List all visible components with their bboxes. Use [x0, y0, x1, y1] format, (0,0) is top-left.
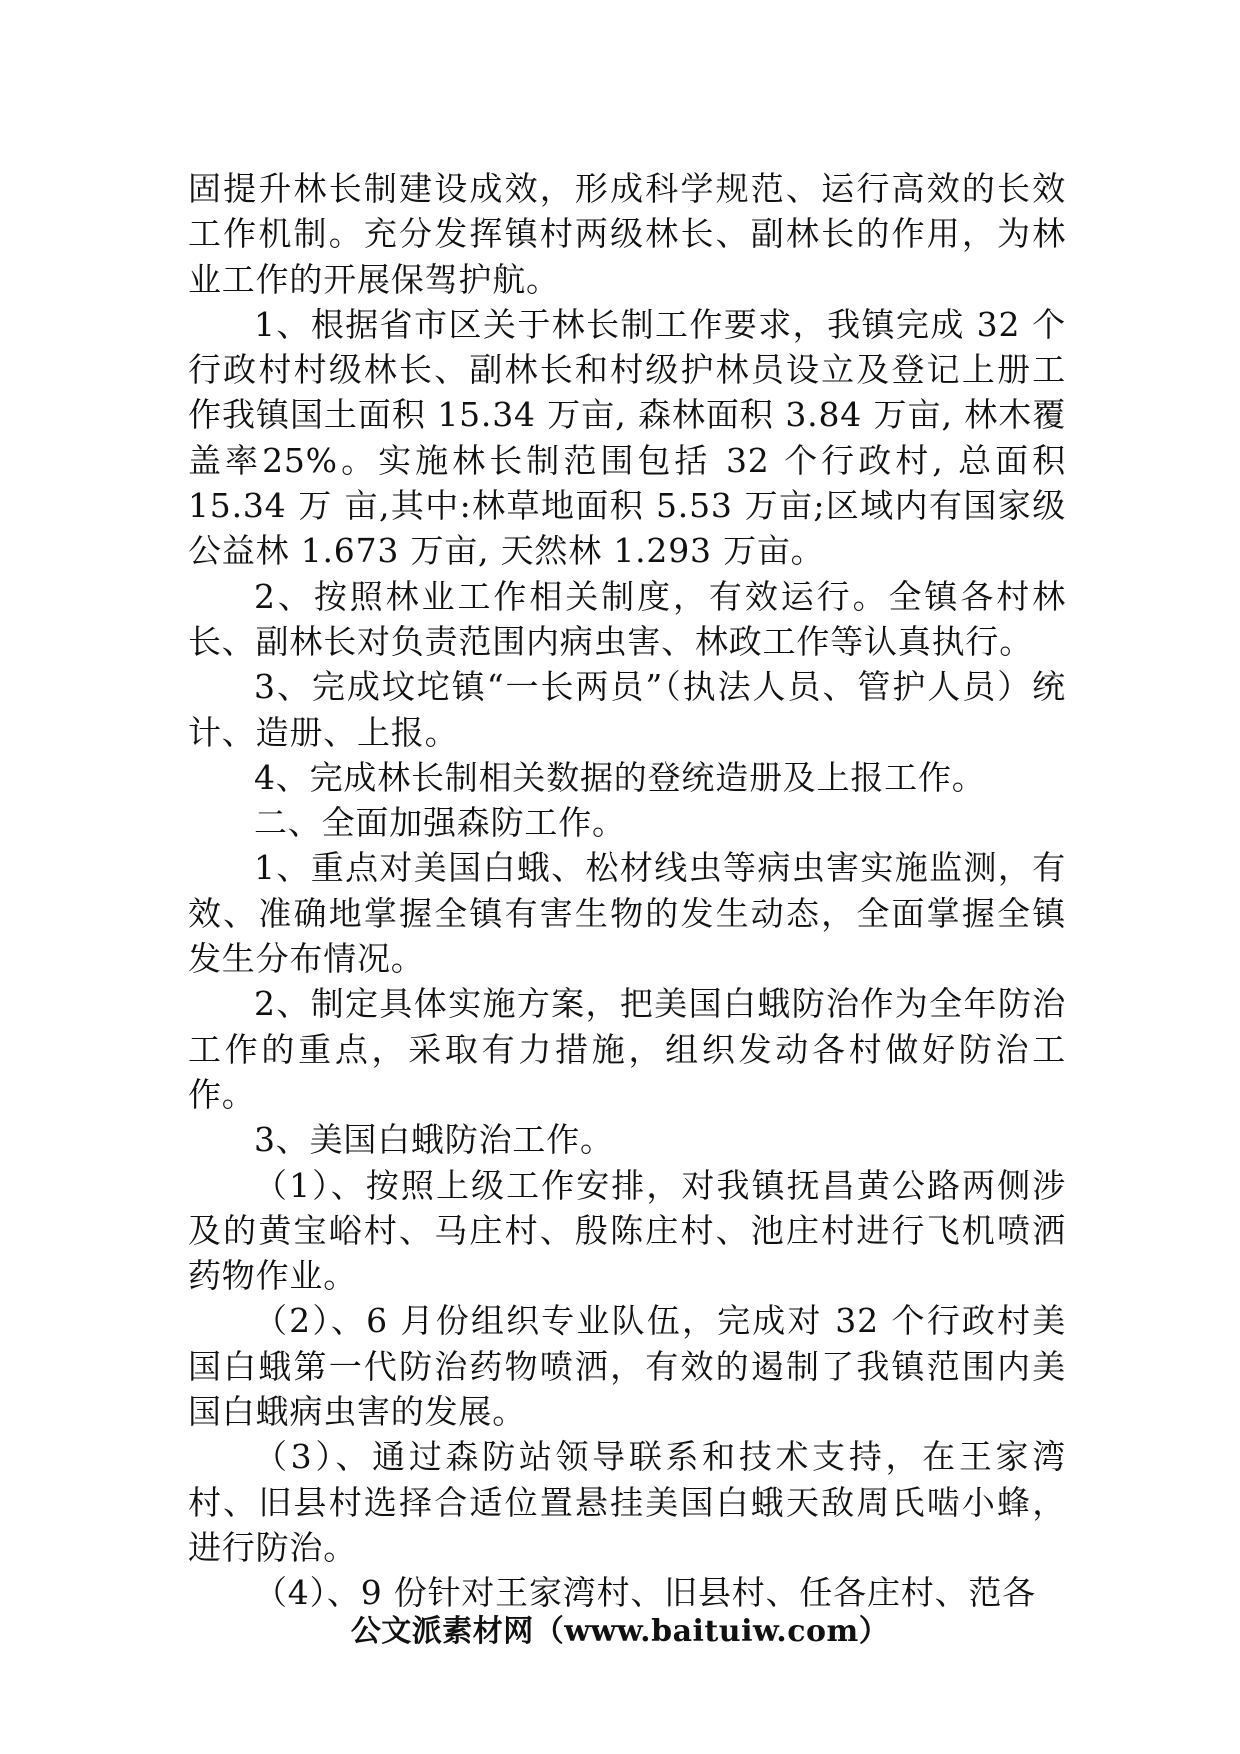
- document-body: [188, 166, 1066, 1616]
- paragraph-item-1: 1、重点对美国白蛾、松材线虫等病虫害实施监测，有效、准确地掌握全镇有害生物的发生动态，全面掌握全镇发生分布情况。: [188, 848, 1066, 979]
- paragraph-item-4: 4、完成林长制相关数据的登统造册及上报工作。: [254, 757, 986, 797]
- paragraph-item-2: 2、制定具体实施方案，把美国白蛾防治作为全年防治工作的重点，采取有力措施，组织发动各村做好防治工作。: [188, 984, 1066, 1114]
- footer-watermark: 公文派素材网（www.baituiw.com）: [350, 1614, 890, 1649]
- paragraph-subitem-4: （4）、9 份针对王家湾村、旧县村、任各庄村、范各: [254, 1573, 1036, 1613]
- paragraph-item-3: 3、美国白蛾防治工作。: [254, 1120, 614, 1160]
- section-heading: 二、全面加强森防工作。: [254, 803, 626, 843]
- paragraph-item-3: 3、完成坟坨镇“一长两员”（执法人员、管护人员）统计、造册、上报。: [188, 667, 1066, 752]
- paragraph-subitem-3: （3）、通过森防站领导联系和技术支持，在王家湾村、旧县村选择合适位置悬挂美国白蛾天敌周氏啮小蜂，进行防治。: [188, 1437, 1066, 1567]
- paragraph-item-2: 2、按照林业工作相关制度，有效运行。全镇各村林长、副林长对负责范围内病虫害、林政工作等认真执行。: [188, 576, 1066, 661]
- paragraph-subitem-2: （2）、6 月份组织专业队伍，完成对 32 个行政村美国白蛾第一代防治药物喷洒，有效的遏制了我镇范围内美国白蛾病虫害的发展。: [188, 1301, 1066, 1432]
- paragraph-continuation: 固提升林长制建设成效，形成科学规范、运行高效的长效工作机制。充分发挥镇村两级林长、副林长的作用，为林业工作的开展保驾护航。: [188, 169, 1066, 299]
- paragraph-item-1: 1、根据省市区关于林长制工作要求，我镇完成 32 个行政村村级林长、副林长和村级护林员设立及登记上册工作我镇国土面积 15.34 万亩, 森林面积 3.84 万亩, 林木覆盖率25%。实施林长制范围包括 32 个行政村, 总面积 15.34 万 亩,其中:林草地面积 5.53 万亩;区域内有国家级公益林 1.673 万亩, 天然林 1.293 万亩。: [188, 304, 1066, 571]
- paragraph-subitem-1: （1）、按照上级工作安排，对我镇抚昌黄公路两侧涉及的黄宝峪村、马庄村、殷陈庄村、池庄村进行飞机喷洒药物作业。: [188, 1165, 1066, 1296]
